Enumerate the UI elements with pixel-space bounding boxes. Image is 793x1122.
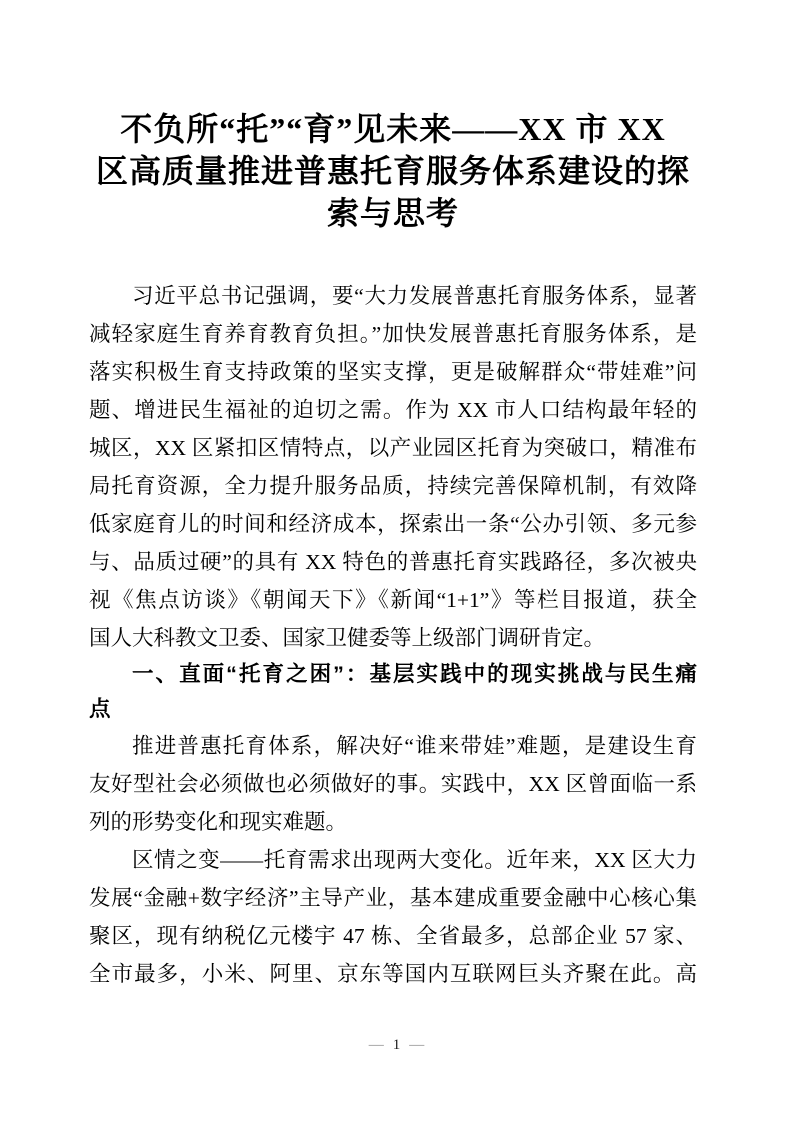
text-line: 城区，XX 区紧扣区情特点，以产业园区托育为突破口，精准布 <box>89 436 697 460</box>
text-line: 题、增进民生福祉的迫切之需。作为 XX 市人口结构最年轻的 <box>89 398 697 422</box>
text-line: 全市最多，小米、阿里、京东等国内互联网巨头齐聚在此。高 <box>89 962 697 986</box>
text-line: 国人大科教文卫委、国家卫健委等上级部门调研肯定。 <box>89 626 606 650</box>
text-line: 一、直面“托育之困”：基层实践中的现实挑战与民生痛 <box>132 662 697 686</box>
footer-dash-left: — <box>368 1037 384 1053</box>
text-line: 友好型社会必须做也必须做好的事。实践中，XX 区曾面临一系 <box>89 772 697 796</box>
text-line: 聚区，现有纳税亿元楼宇 47 栋、全省最多，总部企业 57 家、 <box>89 924 697 948</box>
text-line: 发展“金融+数字经济”主导产业，基本建成重要金融中心核心集 <box>89 886 697 910</box>
title-line: 不负所“托”“育”见未来——XX 市 XX <box>120 111 666 147</box>
footer-dash-right: — <box>409 1037 425 1053</box>
text-line: 减轻家庭生育养育教育负担。”加快发展普惠托育服务体系，是 <box>89 322 697 346</box>
text-line: 局托育资源，全力提升服务品质，持续完善保障机制，有效降 <box>89 474 697 498</box>
paragraph <box>89 841 697 993</box>
document-body <box>89 277 697 993</box>
text-line: 推进普惠托育体系，解决好“谁来带娃”难题，是建设生育 <box>132 734 697 758</box>
paragraph <box>89 727 697 841</box>
text-line: 点 <box>89 697 111 721</box>
page-footer <box>0 1036 793 1054</box>
text-line: 列的形势变化和现实难题。 <box>89 810 348 834</box>
document-title <box>89 108 697 234</box>
title-line: 区高质量推进普惠托育服务体系建设的探 <box>95 153 690 189</box>
text-line: 低家庭育儿的时间和经济成本，探索出一条“公办引领、多元参 <box>89 512 697 536</box>
text-line: 区情之变——托育需求出现两大变化。近年来，XX 区大力 <box>132 848 697 872</box>
text-line: 与、品质过硬”的具有 XX 特色的普惠托育实践路径，多次被央 <box>89 550 697 574</box>
section-heading <box>89 657 697 727</box>
text-line: 习近平总书记强调，要“大力发展普惠托育服务体系，显著 <box>132 284 697 308</box>
title-line: 索与思考 <box>326 195 459 231</box>
text-line: 落实积极生育支持政策的坚实支撑，更是破解群众“带娃难”问 <box>89 360 697 384</box>
text-line: 视《焦点访谈》《朝闻天下》《新闻“1+1”》等栏目报道，获全 <box>89 588 697 612</box>
page-content <box>89 108 697 993</box>
paragraph <box>89 277 697 657</box>
page-number: 1 <box>392 1037 401 1053</box>
